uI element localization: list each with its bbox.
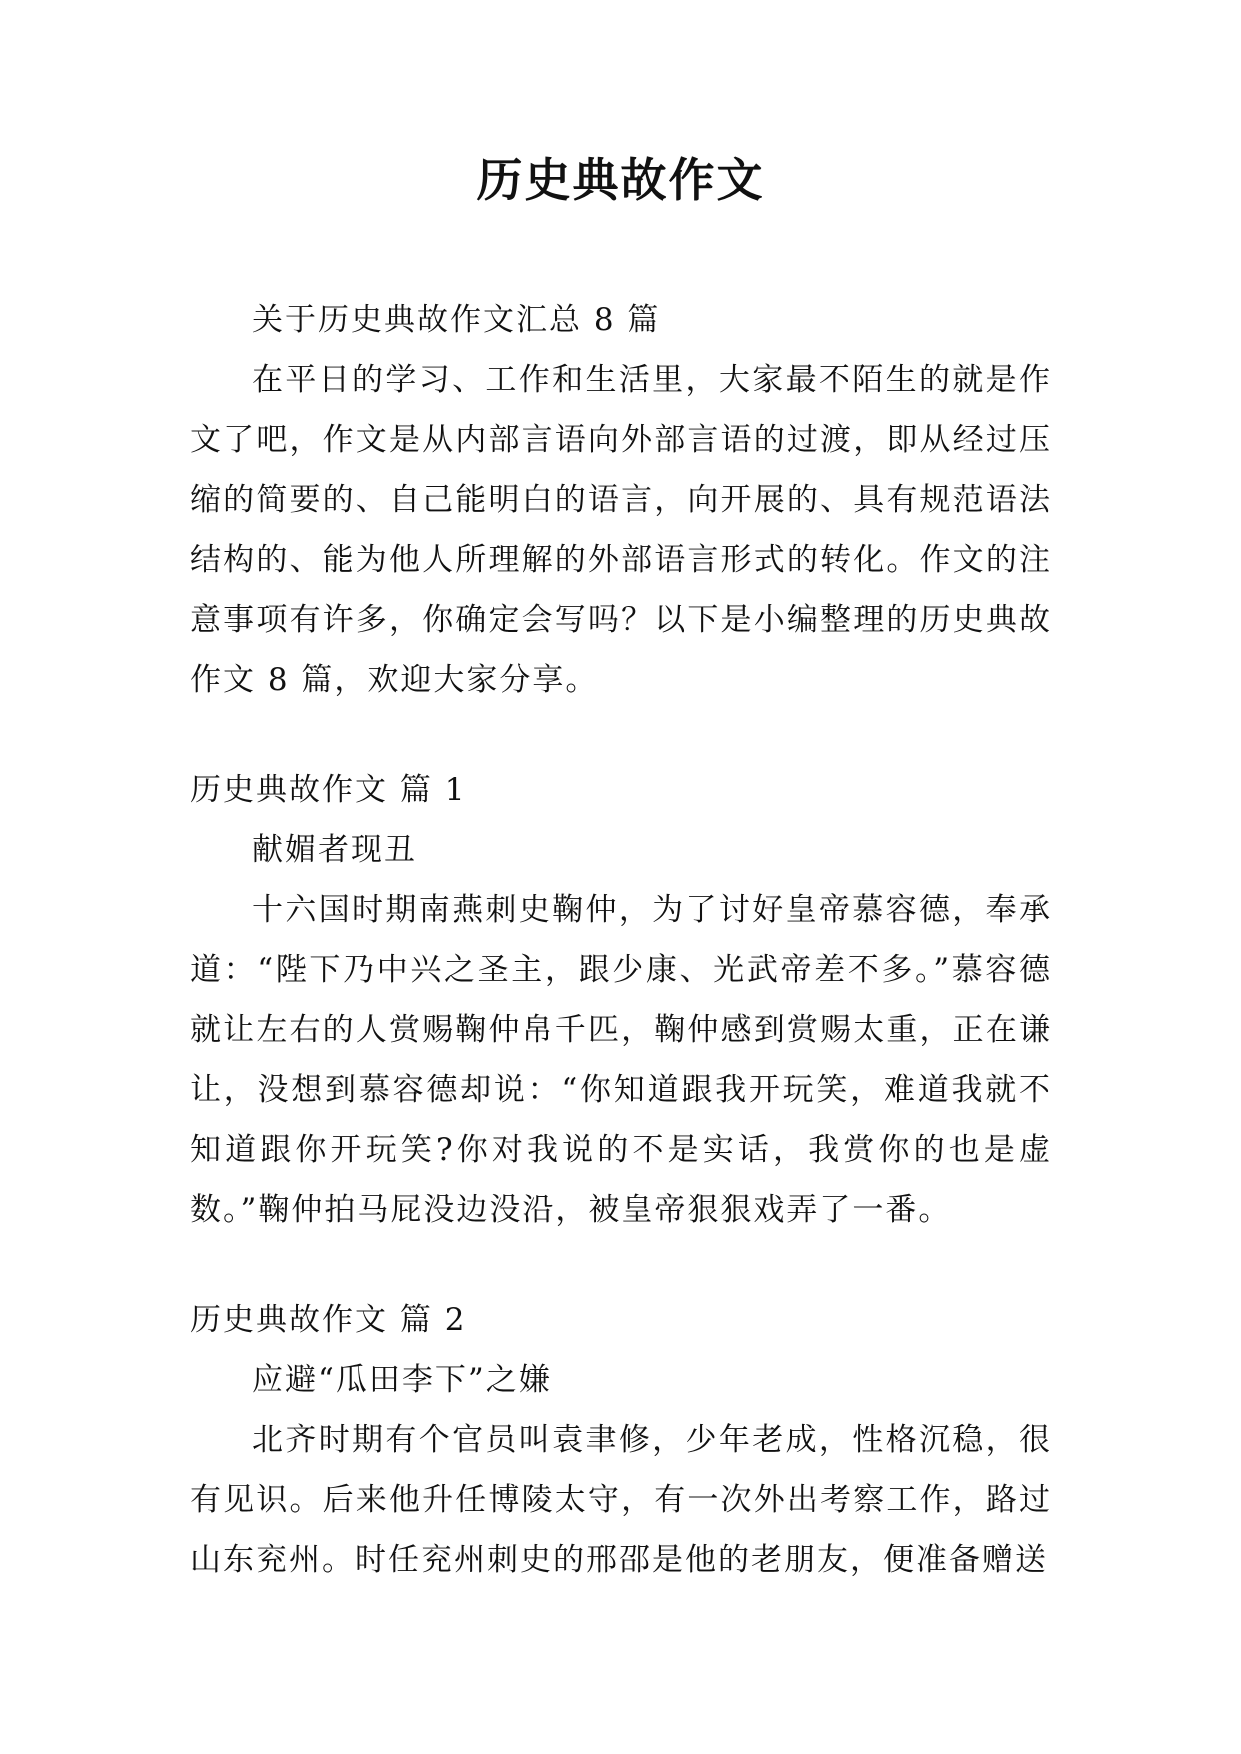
section-heading-2: 历史典故作文 篇 2 bbox=[190, 1302, 467, 1338]
section-subtitle-2: 应避“瓜田李下”之嫌 bbox=[252, 1362, 552, 1398]
section-subtitle-1: 献媚者现丑 bbox=[252, 832, 417, 868]
section-paragraph-2: 北齐时期有个官员叫袁聿修，少年老成，性格沉稳，很有见识。后来他升任博陵太守，有一次外出考察工作，路过山东兖州。时任兖州刺史的邢邵是他的老朋友，便准备赠送 bbox=[190, 1422, 1052, 1578]
document-title: 历史典故作文 bbox=[476, 153, 765, 207]
intro-heading: 关于历史典故作文汇总 8 篇 bbox=[252, 302, 661, 338]
section-paragraph-1: 十六国时期南燕刺史鞠仲，为了讨好皇帝慕容德，奉承道：“陛下乃中兴之圣主，跟少康、光武帝差不多。”慕容德就让左右的人赏赐鞠仲帛千匹，鞠仲感到赏赐太重，正在谦让，没想到慕容德却说：“你知道跟我开玩笑，难道我就不知道跟你开玩笑?你对我说的不是实话，我赏你的也是虚数。”鞠仲拍马屁没边没沿，被皇帝狠狠戏弄了一番。 bbox=[190, 892, 1052, 1228]
document-body bbox=[190, 290, 1052, 1590]
section-heading-1: 历史典故作文 篇 1 bbox=[190, 772, 467, 808]
intro-paragraph: 在平日的学习、工作和生活里，大家最不陌生的就是作文了吧，作文是从内部言语向外部言语的过渡，即从经过压缩的简要的、自己能明白的语言，向开展的、具有规范语法结构的、能为他人所理解的外部语言形式的转化。作文的注意事项有许多，你确定会写吗？以下是小编整理的历史典故作文 8 篇，欢迎大家分享。 bbox=[190, 362, 1052, 698]
